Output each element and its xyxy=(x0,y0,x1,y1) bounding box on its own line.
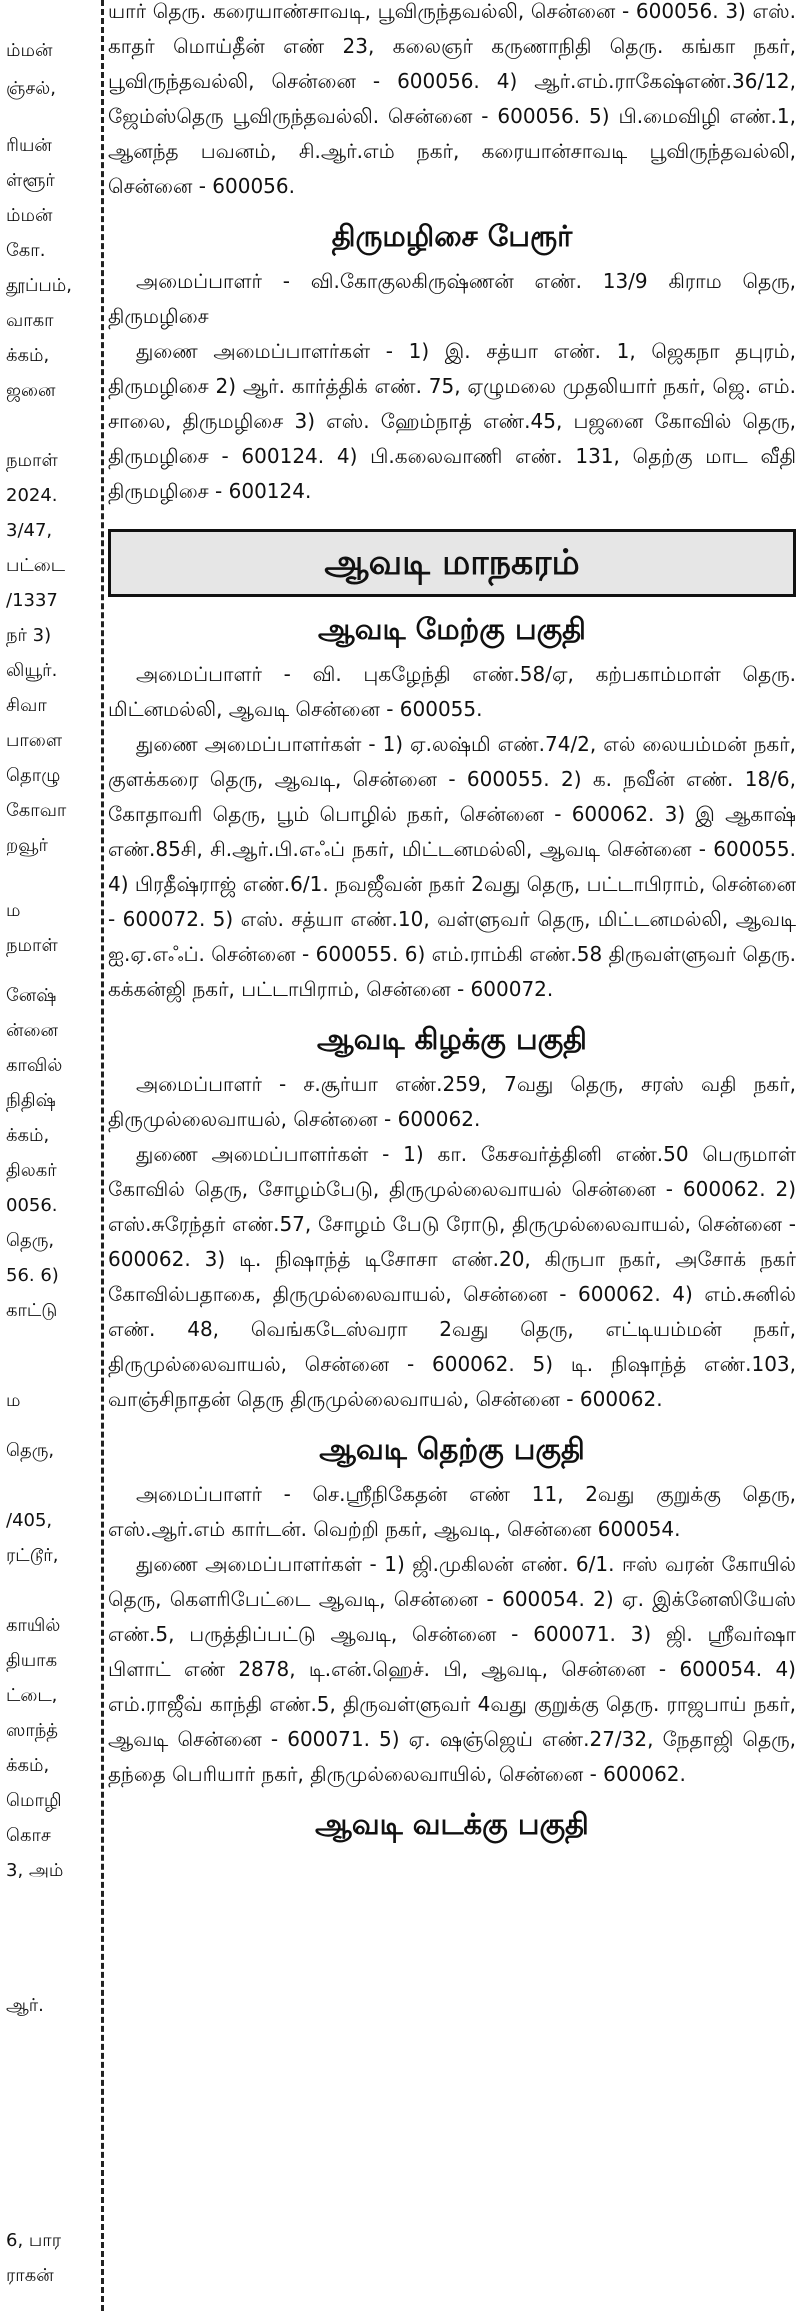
left-column-fragment: நிதிஷ் xyxy=(6,1090,56,1111)
left-column-fragment: /1337 xyxy=(6,590,58,611)
deputies-paragraph: துணை அமைப்பாளர்கள் - 1) இ. சத்யா எண். 1, ஜெகநா தபுரம், திருமழிசை 2) ஆர். கார்த்திக் எண். 75, ஏழுமலை முதலியார் நகர், ஜெ. எம். சாலை, திருமழிசை 3) எஸ். ஹேம்நாத் எண்.45, பஜனை கோவில் தெரு, திருமழிசை - 600124. 4) பி.கலைவாணி எண். 131, தெற்கு மாட வீதி திருமழிசை - 600124. xyxy=(108,339,796,503)
left-column-fragment: லியூர். xyxy=(6,660,58,681)
section-heading-avadi-west: ஆவடி மேற்கு பகுதி xyxy=(318,612,586,646)
left-column-fragment: க்கம், xyxy=(6,345,50,366)
left-column-fragment: 0056. xyxy=(6,1195,58,1216)
left-column-fragment: ஸாந்த் xyxy=(6,1720,59,1741)
left-column-fragment: தூப்பம், xyxy=(6,275,72,296)
left-column-fragment: கோவா xyxy=(6,800,67,821)
left-column-fragment: /405, xyxy=(6,1510,53,1531)
left-column-fragment: காவில் xyxy=(6,1055,63,1076)
organizer-paragraph: அமைப்பாளர் - செ.ஸ்ரீநிகேதன் எண் 11, 2வது குறுக்கு தெரு, எஸ்.ஆர்.எம் கார்டன். வெற்றி நகர், ஆவடி, சென்னை 600054. xyxy=(108,1482,796,1541)
left-column-fragment: ம xyxy=(6,1390,21,1411)
left-column-fragment: பாளை xyxy=(6,730,63,751)
left-column-fragment: ராகன் xyxy=(6,2265,54,2286)
left-column-fragments xyxy=(0,0,96,2311)
main-column xyxy=(108,0,796,1852)
column-divider xyxy=(101,0,104,2311)
left-column-fragment: ம xyxy=(6,900,21,921)
left-column-fragment: வாகா xyxy=(6,310,54,331)
left-column-fragment: ஜனை xyxy=(6,380,56,401)
left-column-fragment: 3, அம் xyxy=(6,1860,64,1881)
deputies-paragraph: துணை அமைப்பாளர்கள் - 1) கா. கேசவர்த்தினி எண்.50 பெருமாள் கோவில் தெரு, சோழம்பேடு, திருமுல்லைவாயல் சென்னை - 600062. 2) எஸ்.சுரேந்தர் எண்.57, சோழம் பேடு ரோடு, திருமுல்லைவாயல், சென்னை - 600062. 3) டி. நிஷாந்த் டிசோசா எண்.20, கிருபா நகர், அசோக் நகர் கோவில்பதாகை, திருமுல்லைவாயல், சென்னை - 600062. 4) எம்.சுனில் எண். 48, வெங்கடேஸ்வரா 2வது தெரு, எட்டியம்மன் நகர், திருமுல்லைவாயல், சென்னை - 600062. 5) டி. நிஷாந்த் எண்.103, வாஞ்சிநாதன் தெரு திருமுல்லைவாயல், சென்னை - 600062. xyxy=(108,1142,796,1411)
continuation-paragraph: யார் தெரு. கரையாண்சாவடி, பூவிருந்தவல்லி, சென்னை - 600056. 3) எஸ். காதர் மொய்தீன் எண் 23, கலைஞர் கருணாநிதி தெரு. கங்கா நகர், பூவிருந்தவல்லி, சென்னை - 600056. 4) ஆர்.எம்.ராகேஷ்எண்.36/12, ஜேம்ஸ்தெரு பூவிருந்தவல்லி. சென்னை - 600056. 5) பி.மைவிழி எண்.1, ஆனந்த பவனம், சி.ஆர்.எம் நகர், கரையான்சாவடி பூவிருந்தவல்லி, சென்னை - 600056. xyxy=(108,0,796,198)
left-column-fragment: பட்டை xyxy=(6,555,66,576)
left-column-fragment: க்கம், xyxy=(6,1125,50,1146)
left-column-fragment: தெரு, xyxy=(6,1230,55,1251)
left-column-fragment: நர் 3) xyxy=(6,625,52,646)
section-heading-avadi-north: ஆவடி வடக்கு பகுதி xyxy=(315,1807,589,1841)
left-column-fragment: நமாள் xyxy=(6,935,58,956)
section-heading-avadi-east: ஆவடி கிழக்கு பகுதி xyxy=(317,1022,587,1056)
left-column-fragment: தியாக xyxy=(6,1650,58,1671)
left-column-fragment: 3/47, xyxy=(6,520,53,541)
left-column-fragment: காட்டு xyxy=(6,1300,58,1321)
left-column-fragment: கோ. xyxy=(6,240,46,261)
organizer-paragraph: அமைப்பாளர் - வி.கோகுலகிருஷ்ணன் எண். 13/9 கிராம தெரு, திருமழிசை xyxy=(108,269,796,328)
left-column-fragment: கொச xyxy=(6,1825,51,1846)
left-column-fragment: றவூர் xyxy=(6,835,48,856)
organizer-paragraph: அமைப்பாளர் - வி. புகழேந்தி எண்.58/ஏ, கற்பகாம்மாள் தெரு. மிட்னமல்லி, ஆவடி சென்னை - 600055. xyxy=(108,662,796,721)
left-column-fragment: நமாள் xyxy=(6,450,58,471)
left-column-fragment: ம்மன் xyxy=(6,205,53,226)
left-column-fragment: ட்டை, xyxy=(6,1685,58,1706)
left-column-fragment: னேஷ் xyxy=(6,985,57,1006)
left-column-fragment: ள்ளூர் xyxy=(6,170,55,191)
left-column-fragment: ஆர். xyxy=(6,1995,44,2016)
left-column-fragment: 56. 6) xyxy=(6,1265,59,1286)
left-column-fragment: 2024. xyxy=(6,485,58,506)
band-title: ஆவடி மாநகரம் xyxy=(108,529,796,597)
left-column-fragment: 6, பார xyxy=(6,2230,61,2251)
left-column-fragment: தொழு xyxy=(6,765,61,786)
left-column-fragment: மொழி xyxy=(6,1790,62,1811)
left-column-fragment: ரட்டூர், xyxy=(6,1545,59,1566)
deputies-paragraph: துணை அமைப்பாளர்கள் - 1) ஜி.முகிலன் எண். 6/1. ஈஸ் வரன் கோயில் தெரு, கௌரிபேட்டை ஆவடி, சென்னை - 600054. 2) ஏ. இக்னேஸியேஸ் எண்.5, பருத்திப்பட்டு ஆவடி, சென்னை - 600071. 3) ஜி. ஸ்ரீவர்ஷா பிளாட் எண் 2878, டி.என்.ஹெச். பி, ஆவடி, சென்னை - 600054. 4) எம்.ராஜீவ் காந்தி எண்.5, திருவள்ளுவர் 4வது குறுக்கு தெரு. ராஜபாய் நகர், ஆவடி சென்னை - 600071. 5) ஏ. ஷஞ்ஜெய் எண்.27/32, நேதாஜி தெரு, தந்தை பெரியார் நகர், திருமுல்லைவாயில், சென்னை - 600062. xyxy=(108,1552,796,1786)
left-column-fragment: ன்னை xyxy=(6,1020,58,1041)
organizer-paragraph: அமைப்பாளர் - ச.சூர்யா எண்.259, 7வது தெரு, சரஸ் வதி நகர், திருமுல்லைவாயல், சென்னை - 600062. xyxy=(108,1072,796,1131)
left-column-fragment: தெரு, xyxy=(6,1440,55,1461)
left-column-fragment: திலகர் xyxy=(6,1160,57,1181)
section-heading-avadi-south: ஆவடி தெற்கு பகுதி xyxy=(319,1432,585,1466)
left-column-fragment: க்கம், xyxy=(6,1755,50,1776)
left-column-fragment: சிவா xyxy=(6,695,47,716)
left-column-fragment: ரியன் xyxy=(6,135,52,156)
left-column-fragment: ம்மன் xyxy=(6,40,53,61)
deputies-paragraph: துணை அமைப்பாளர்கள் - 1) ஏ.லஷ்மி எண்.74/2, எல் லையம்மன் நகர், குளக்கரை தெரு, ஆவடி, சென்னை - 600055. 2) க. நவீன் எண். 18/6, கோதாவரி தெரு, பூம் பொழில் நகர், சென்னை - 600062. 3) இ ஆகாஷ் எண்.85சி, சி.ஆர்.பி.எஃப் நகர், மிட்டனமல்லி, ஆவடி சென்னை - 600055. 4) பிரதீஷ்ராஜ் எண்.6/1. நவஜீவன் நகர் 2வது தெரு, பட்டாபிராம், சென்னை - 600072. 5) எஸ். சத்யா எண்.10, வள்ளுவர் தெரு, மிட்டனமல்லி, ஆவடி ஐ.ஏ.எஃப். சென்னை - 600055. 6) எம்.ராம்கி எண்.58 திருவள்ளுவர் தெரு. கக்கன்ஜி நகர், பட்டாபிராம், சென்னை - 600072. xyxy=(108,732,796,1001)
left-column-fragment: காயில் xyxy=(6,1615,61,1636)
section-heading-thirumazhisai: திருமழிசை பேரூர் xyxy=(331,219,573,253)
left-column-fragment: ஞ்சல், xyxy=(6,78,56,99)
